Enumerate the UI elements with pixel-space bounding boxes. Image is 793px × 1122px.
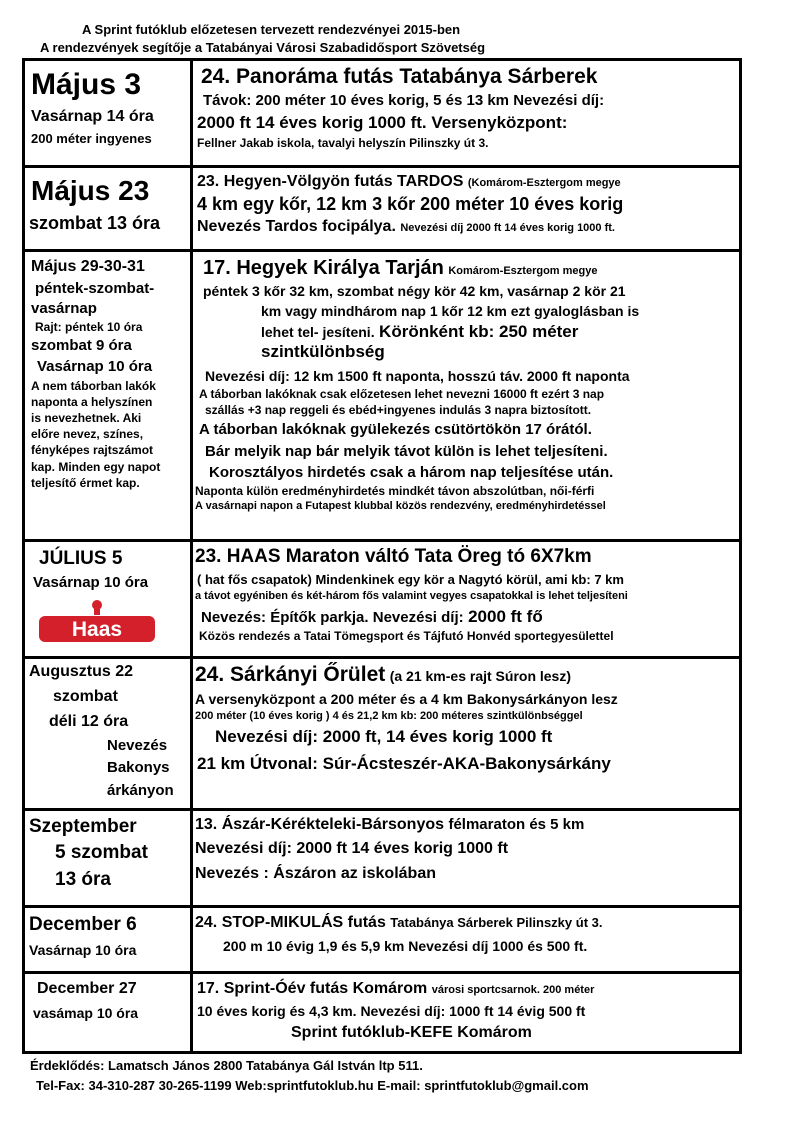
event-row-december-6: [24, 907, 741, 973]
event-row-december-27: [24, 973, 741, 1053]
event-detail: Sprint futóklub-KEFE Komárom: [291, 1023, 532, 1041]
event-time: szombat 13 óra: [29, 213, 161, 234]
event-detail: 4 km egy kőr, 12 km 3 kőr 200 méter 10 éves korig: [197, 194, 624, 214]
event-detail: km vagy mindhárom nap 1 kőr 12 km ezt gyaloglásban is: [261, 302, 640, 319]
event-detail: Nevezés : Ászáron az iskolában: [195, 864, 436, 882]
event-day: 5 szombat: [55, 842, 148, 864]
event-time: Vasárnap 10 óra: [29, 942, 137, 959]
event-day: szombat: [53, 687, 118, 705]
event-info-cell: [192, 251, 741, 541]
event-title: 23. HAAS Maraton váltó Tata Öreg tó 6X7km: [195, 546, 592, 567]
event-detail: 200 m 10 évig 1,9 és 5,9 km Nevezési díj 1000 és 500 ft.: [223, 938, 588, 954]
event-date: Május 29-30-31: [31, 258, 145, 275]
event-note: Bakonys: [107, 759, 170, 777]
event-detail: 2000 ft 14 éves korig 1000 ft. Versenyközpont:: [197, 113, 568, 133]
event-detail: 200 méter (10 éves korig ) 4 és 21,2 km kb: 200 méteres szintkülönbséggel: [195, 709, 583, 722]
event-date-cell: [24, 810, 192, 907]
event-detail: a távot egyéniben és két-három fős valamint vegyes csapatokkal is lehet teljesíteni: [195, 589, 628, 602]
event-detail: 2000 ft fő: [468, 606, 543, 626]
event-region: (Komárom-Esztergom megye: [467, 177, 621, 189]
event-time: vasámap 10 óra: [33, 1004, 139, 1021]
event-detail: Közös rendezés a Tatai Tömegsport és Tájfutó Honvéd sportegyesülettel: [199, 628, 614, 643]
event-detail: 10 éves korig és 4,3 km. Nevezési díj: 1000 ft 14 évig 500 ft: [197, 1003, 586, 1019]
event-detail: (a 21 km-es rajt Súron lesz): [389, 668, 572, 684]
event-row-august-22: [24, 658, 741, 810]
event-title: 24. Panoráma futás Tatabánya Sárberek: [201, 65, 598, 88]
event-date: Szeptember: [29, 816, 137, 837]
event-detail: péntek 3 kőr 32 km, szombat négy kör 42 km, vasárnap 2 kör 21: [203, 283, 626, 299]
event-start: Rajt: péntek 10 óra: [35, 320, 143, 335]
event-date: Május 23: [31, 175, 150, 206]
event-date-cell: [24, 658, 192, 810]
event-detail: Tatabánya Sárberek Pilinszky út 3.: [390, 915, 603, 930]
event-info-cell: [192, 541, 741, 658]
event-detail: Fellner Jakab iskola, tavalyi helyszín Pilinszky út 3.: [197, 135, 489, 150]
event-info-cell: [192, 810, 741, 907]
event-title: 23. Hegyen-Völgyön futás TARDOS: [197, 173, 464, 190]
event-note: A nem táborban lakók: [31, 378, 156, 393]
event-detail: A versenyközpont a 200 méter és a 4 km Bakonysárkányon lesz: [195, 691, 618, 707]
event-title: 24. Sárkányi Őrület: [195, 663, 386, 686]
event-start: Vasárnap 10 óra: [37, 358, 153, 376]
event-date: JÚLIUS 5: [39, 548, 123, 569]
header-line-1: A Sprint futóklub előzetesen tervezett rendezvényei 2015-ben: [82, 22, 461, 37]
event-time: Vasárnap 10 óra: [33, 574, 149, 592]
event-row-may-29-31: [24, 251, 741, 541]
event-date: Augusztus 22: [29, 663, 134, 680]
event-date-cell: [24, 60, 192, 167]
event-note: teljesítő érmet kap.: [31, 475, 140, 490]
event-days: péntek-szombat-: [35, 279, 155, 297]
event-row-september-5: [24, 810, 741, 907]
event-note: naponta a helyszínen: [31, 394, 153, 409]
event-date: December 27: [37, 980, 137, 997]
event-date: Május 3: [31, 68, 142, 101]
event-info-cell: [192, 907, 741, 973]
footer-contact: Érdeklődés: Lamatsch János 2800 Tatabánya Gál István ltp 511.: [30, 1058, 423, 1073]
event-time: Vasárnap 14 óra: [31, 108, 154, 126]
event-days: vasárnap: [31, 299, 97, 317]
event-info-cell: [192, 167, 741, 251]
event-region: Komárom-Esztergom megye: [448, 265, 598, 277]
event-detail: szintkülönbség: [261, 342, 385, 362]
haas-logo: [37, 598, 157, 644]
event-detail: Nevezési díj: 2000 ft, 14 éves korig 1000 ft: [215, 727, 553, 747]
event-date-cell: [24, 973, 192, 1053]
event-date-cell: [24, 251, 192, 541]
event-detail: A vasárnapi napon a Futapest klubbal közös rendezvény, eredményhirdetéssel: [195, 500, 606, 513]
event-date-cell: [24, 907, 192, 973]
event-detail: Bár melyik nap bár melyik távot külön is lehet teljesíteni.: [205, 442, 608, 460]
event-row-july-5: [24, 541, 741, 658]
event-detail: szállás +3 nap reggeli és ebéd+ingyenes indulás 3 napra biztosított.: [205, 402, 592, 417]
event-date-cell: [24, 167, 192, 251]
haas-logo-text: Haas: [71, 618, 123, 642]
event-title: 17. Sprint-Óév futás Komárom: [197, 980, 428, 997]
event-detail: ( hat fős csapatok) Mindenkinek egy kör a Nagytó körül, ami kb: 7 km: [197, 572, 624, 588]
event-start: szombat 9 óra: [31, 337, 132, 355]
event-detail: Nevezési díj: 2000 ft 14 éves korig 1000 ft: [195, 840, 509, 857]
event-info-cell: [192, 658, 741, 810]
header-line-2: A rendezvények segítője a Tatabányai Városi Szabadidősport Szövetség: [40, 40, 486, 55]
event-note: is nevezhetnek. Aki: [31, 411, 142, 426]
event-note: fényképes rajtszámot: [31, 443, 154, 458]
event-detail: Naponta külön eredményhirdetés mindkét távon abszolútban, női-férfi: [195, 483, 595, 498]
event-title: 24. STOP-MIKULÁS futás: [195, 914, 386, 931]
event-detail: Nevezési díj: 12 km 1500 ft naponta, hosszú táv. 2000 ft naponta: [205, 368, 630, 385]
event-detail: városi sportcsarnok. 200 méter: [431, 984, 595, 996]
event-detail: Korosztályos hirdetés csak a három nap teljesítése után.: [209, 464, 614, 482]
event-detail: Körönként kb: 250 méter: [379, 322, 579, 342]
event-detail: Nevezés Tardos focipálya.: [197, 218, 396, 236]
event-detail: Nevezési díj 2000 ft 14 éves korig 1000 ft.: [400, 222, 615, 235]
event-detail: lehet tel- jesíteni.: [261, 324, 375, 341]
event-time: déli 12 óra: [49, 712, 129, 730]
event-date: December 6: [29, 914, 137, 935]
events-table: [22, 58, 742, 1054]
event-detail: Nevezés: Építők parkja. Nevezési díj:: [201, 608, 464, 626]
event-detail: A táborban lakóknak gyülekezés csütörtökön 17 órától.: [199, 420, 592, 438]
event-detail: félmaraton és 5 km: [448, 816, 585, 833]
event-note: árkányon: [107, 782, 174, 799]
footer-phone-web-email: Tel-Fax: 34-310-287 30-265-1199 Web:sprintfutoklub.hu E-mail: sprintfutoklub@gmail.com: [36, 1078, 589, 1093]
event-row-may-3: [24, 60, 741, 167]
event-note: Nevezés: [107, 736, 168, 754]
event-info-cell: [192, 973, 741, 1053]
event-info-cell: [192, 60, 741, 167]
event-time: 13 óra: [55, 868, 111, 890]
event-title: 13. Ászár-Kérékteleki-Bársonyos: [195, 816, 445, 833]
event-detail: 21 km Útvonal: Súr-Ácsteszér-AKA-Bakonysárkány: [197, 753, 611, 773]
event-note: előre nevez, színes,: [31, 427, 144, 442]
event-note: 200 méter ingyenes: [31, 131, 152, 147]
event-title: 17. Hegyek Királya Tarján: [203, 257, 444, 279]
event-detail: Távok: 200 méter 10 éves korig, 5 és 13 km Nevezési díj:: [203, 91, 605, 109]
event-row-may-23: [24, 167, 741, 251]
event-date-cell: [24, 541, 192, 658]
event-note: kap. Minden egy napot: [31, 459, 161, 474]
event-detail: A táborban lakóknak csak előzetesen lehet nevezni 16000 ft ezért 3 nap: [199, 386, 605, 401]
